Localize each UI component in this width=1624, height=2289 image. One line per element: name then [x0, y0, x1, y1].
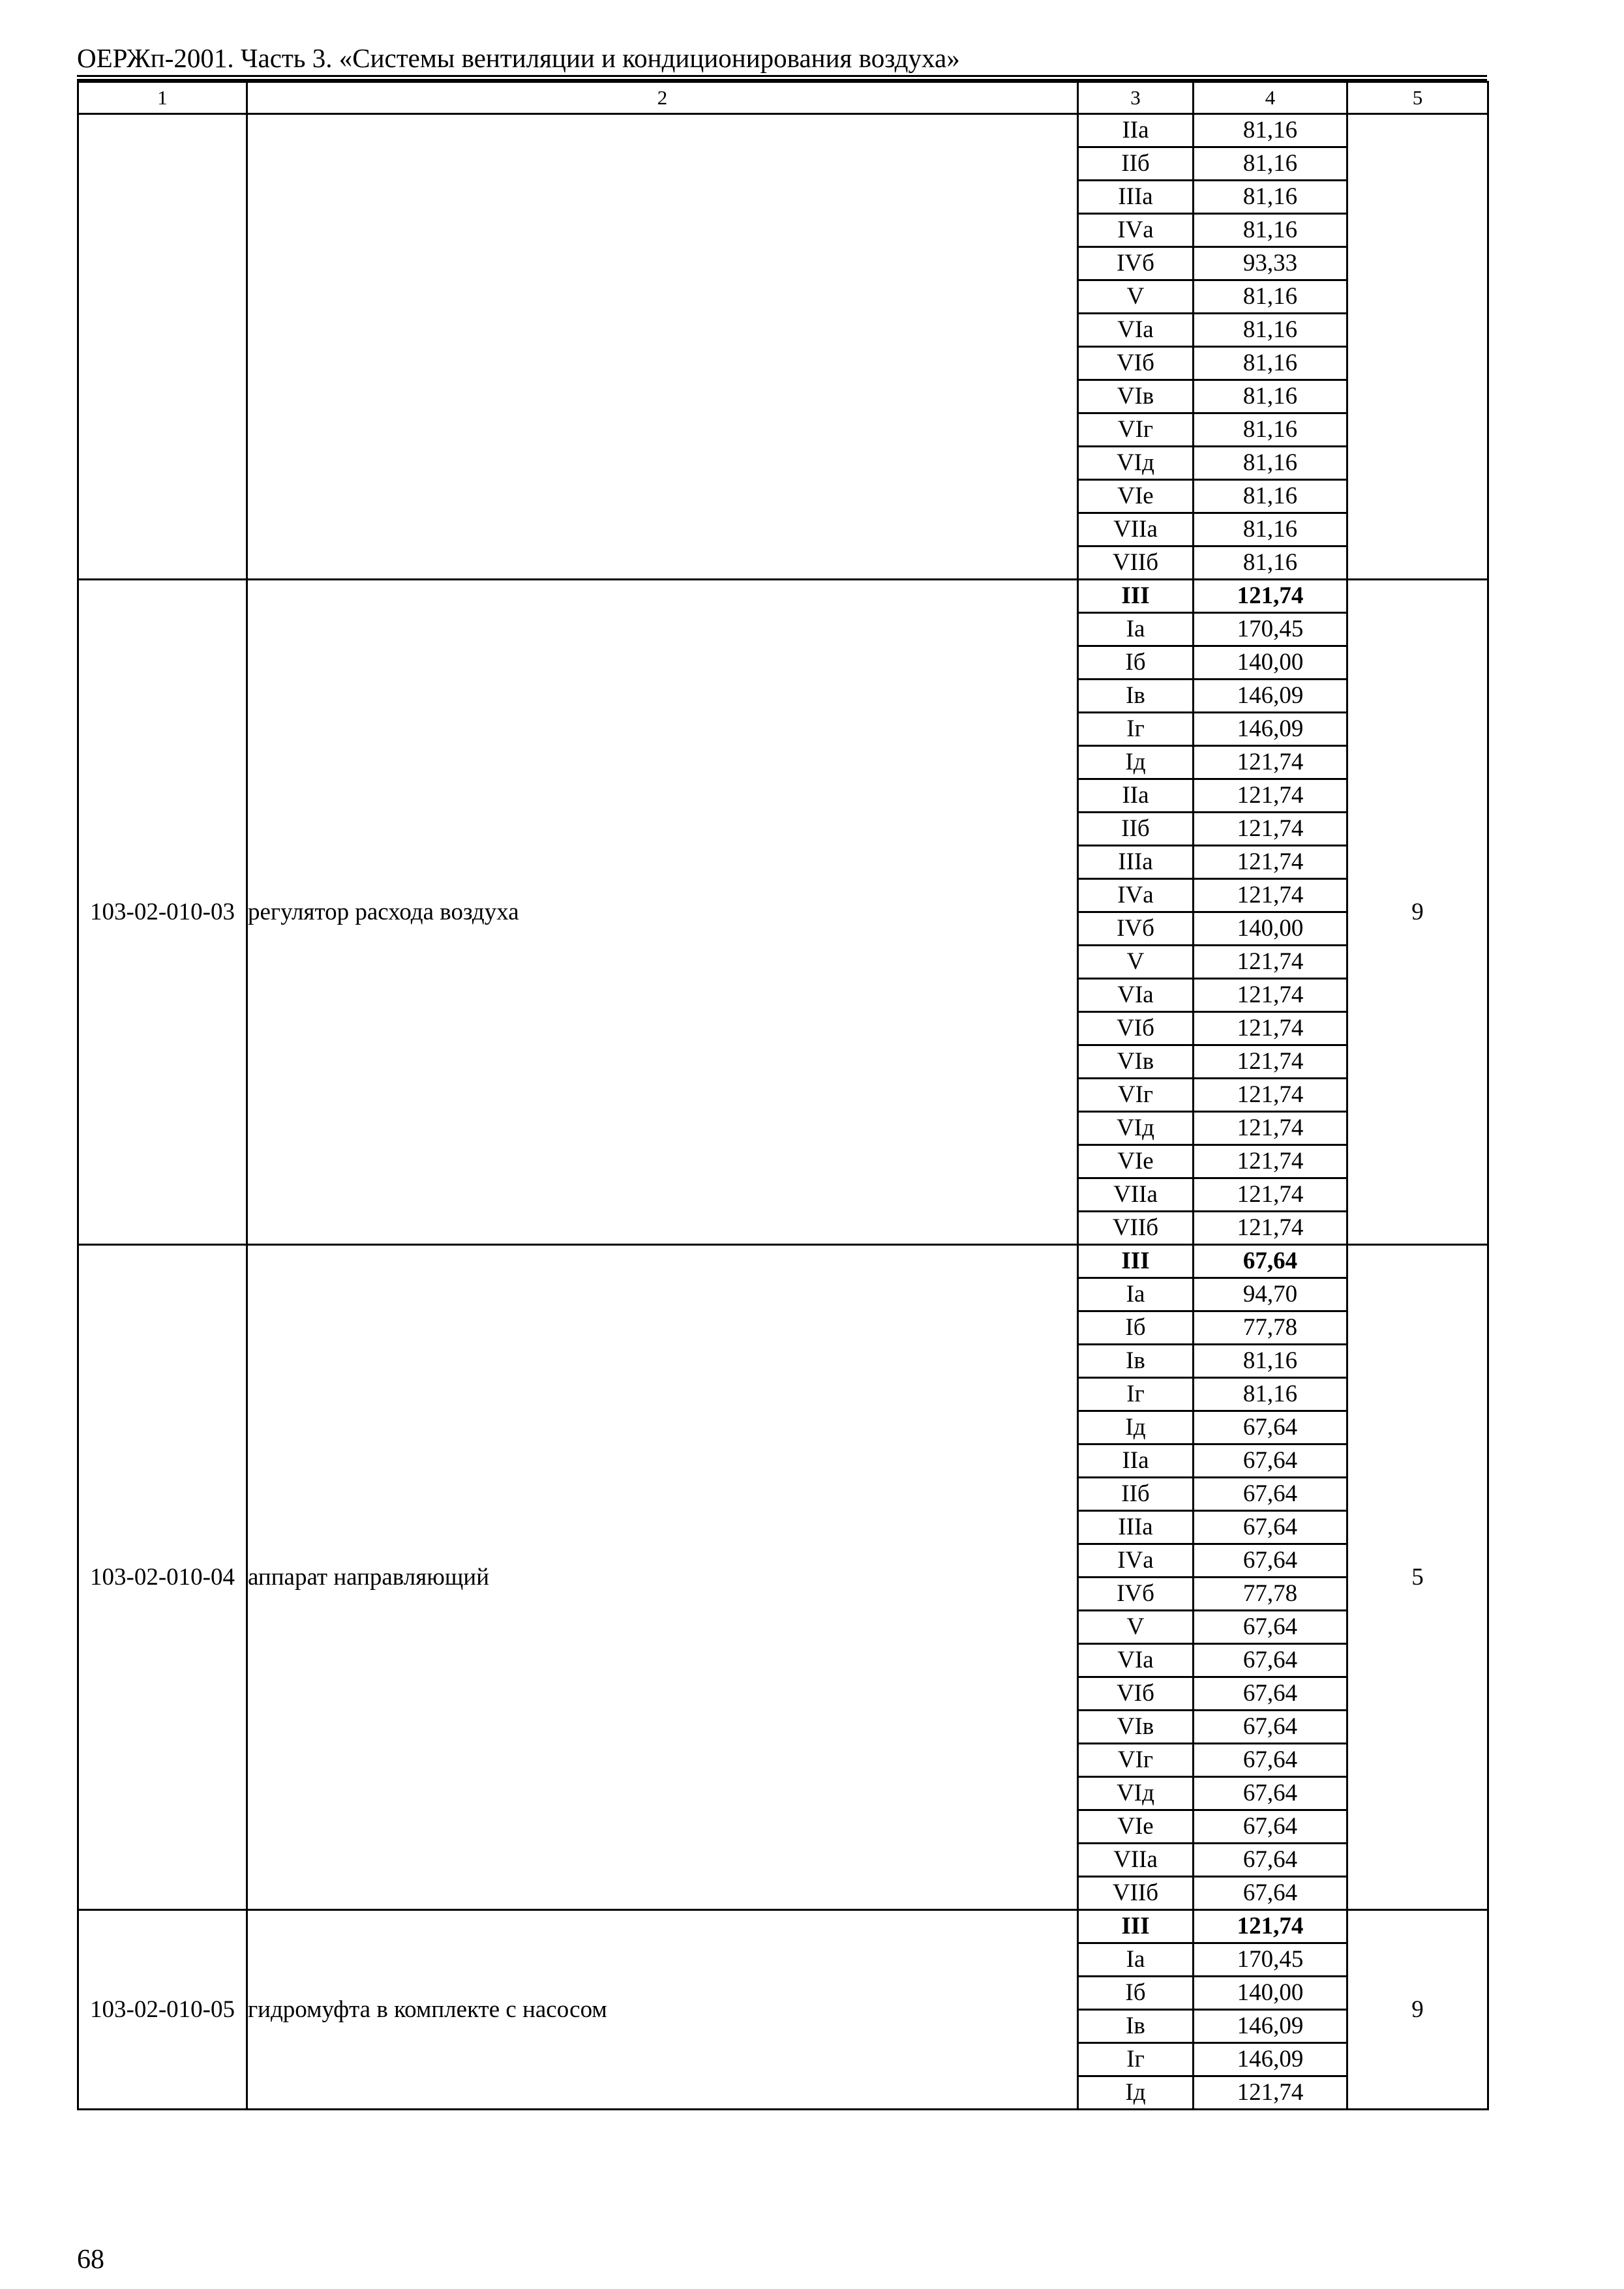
- rate-value-cell: 67,64: [1194, 1644, 1347, 1677]
- zone-class-cell: V: [1078, 946, 1194, 979]
- rate-value-cell: 121,74: [1194, 2076, 1347, 2110]
- zone-class-cell: IVб: [1078, 247, 1194, 280]
- rate-value-cell: 77,78: [1194, 1311, 1347, 1345]
- zone-class-cell: V: [1078, 1611, 1194, 1644]
- page-number: 68: [77, 2245, 104, 2275]
- column-5-cell: 5: [1347, 1245, 1488, 1910]
- rate-value-cell: 67,64: [1194, 1810, 1347, 1844]
- rate-value-cell: 121,74: [1194, 979, 1347, 1012]
- rate-value-cell: 121,74: [1194, 1079, 1347, 1112]
- zone-class-cell: VIд: [1078, 1777, 1194, 1810]
- zone-class-cell: III: [1078, 1245, 1194, 1278]
- rate-description-cell: [247, 114, 1078, 580]
- rate-value-cell: 81,16: [1194, 314, 1347, 347]
- rate-value-cell: 81,16: [1194, 413, 1347, 447]
- rate-value-cell: 121,74: [1194, 1045, 1347, 1079]
- zone-class-cell: VIд: [1078, 447, 1194, 480]
- rate-value-cell: 121,74: [1194, 846, 1347, 879]
- zone-class-cell: IIа: [1078, 114, 1194, 147]
- rate-value-cell: 121,74: [1194, 1212, 1347, 1245]
- zone-class-cell: IIа: [1078, 779, 1194, 813]
- rate-value-cell: 121,74: [1194, 1145, 1347, 1178]
- column-5-cell: 9: [1347, 580, 1488, 1245]
- document-header: ОЕРЖп-2001. Часть 3. «Системы вентиляции и кондиционирования воздуха»: [77, 43, 960, 73]
- zone-class-cell: Iб: [1078, 1311, 1194, 1345]
- zone-class-cell: IIб: [1078, 1478, 1194, 1511]
- zone-class-cell: VIIб: [1078, 546, 1194, 580]
- zone-class-cell: IVб: [1078, 912, 1194, 946]
- zone-class-cell: Iв: [1078, 680, 1194, 713]
- rate-value-cell: 67,64: [1194, 1844, 1347, 1877]
- rate-value-cell: 94,70: [1194, 1278, 1347, 1311]
- zone-class-cell: IVа: [1078, 214, 1194, 247]
- rate-value-cell: 67,64: [1194, 1245, 1347, 1278]
- rate-description-cell: регулятор расхода воздуха: [247, 580, 1078, 1245]
- rate-value-cell: 81,16: [1194, 181, 1347, 214]
- rate-code-cell: 103-02-010-05: [78, 1910, 247, 2110]
- rate-value-cell: 81,16: [1194, 513, 1347, 546]
- zone-class-cell: Iв: [1078, 2010, 1194, 2043]
- rate-value-cell: 121,74: [1194, 1112, 1347, 1145]
- zone-class-cell: Iа: [1078, 613, 1194, 646]
- table-body: [78, 114, 1488, 2110]
- zone-class-cell: Iг: [1078, 1378, 1194, 1411]
- rate-value-cell: 81,16: [1194, 347, 1347, 380]
- zone-class-cell: VIIа: [1078, 513, 1194, 546]
- rate-value-cell: 67,64: [1194, 1611, 1347, 1644]
- zone-class-cell: III: [1078, 1910, 1194, 1943]
- zone-class-cell: III: [1078, 580, 1194, 613]
- rate-value-cell: 67,64: [1194, 1511, 1347, 1544]
- zone-class-cell: Iа: [1078, 1278, 1194, 1311]
- table-header: [78, 82, 1488, 114]
- zone-class-cell: IIб: [1078, 813, 1194, 846]
- rate-value-cell: 121,74: [1194, 779, 1347, 813]
- table-row: [78, 1245, 1488, 1278]
- column-header: 2: [247, 82, 1078, 114]
- zone-class-cell: Iв: [1078, 1345, 1194, 1378]
- zone-class-cell: VIе: [1078, 1810, 1194, 1844]
- column-number-row: [78, 82, 1488, 114]
- rate-value-cell: 140,00: [1194, 646, 1347, 680]
- zone-class-cell: IVа: [1078, 1544, 1194, 1578]
- rate-value-cell: 121,74: [1194, 1012, 1347, 1045]
- rate-value-cell: 146,09: [1194, 2010, 1347, 2043]
- rate-value-cell: 81,16: [1194, 447, 1347, 480]
- column-header: 4: [1194, 82, 1347, 114]
- rate-value-cell: 67,64: [1194, 1777, 1347, 1810]
- zone-class-cell: IIб: [1078, 147, 1194, 181]
- zone-class-cell: VIг: [1078, 1744, 1194, 1777]
- rate-value-cell: 146,09: [1194, 680, 1347, 713]
- rate-value-cell: 67,64: [1194, 1877, 1347, 1910]
- rate-value-cell: 121,74: [1194, 1178, 1347, 1212]
- table-row: [78, 580, 1488, 613]
- rate-value-cell: 121,74: [1194, 879, 1347, 912]
- table-row: [78, 1910, 1488, 1943]
- zone-class-cell: VIд: [1078, 1112, 1194, 1145]
- zone-class-cell: VIIб: [1078, 1212, 1194, 1245]
- rate-value-cell: 121,74: [1194, 746, 1347, 779]
- rate-description-cell: гидромуфта в комплекте с насосом: [247, 1910, 1078, 2110]
- zone-class-cell: VIб: [1078, 347, 1194, 380]
- column-header: 1: [78, 82, 247, 114]
- rate-code-cell: [78, 114, 247, 580]
- column-5-cell: 9: [1347, 1910, 1488, 2110]
- table-row: [78, 114, 1488, 147]
- zone-class-cell: IVб: [1078, 1578, 1194, 1611]
- rate-value-cell: 67,64: [1194, 1677, 1347, 1711]
- zone-class-cell: IIIа: [1078, 181, 1194, 214]
- rate-value-cell: 121,74: [1194, 580, 1347, 613]
- rate-value-cell: 67,64: [1194, 1744, 1347, 1777]
- zone-class-cell: VIг: [1078, 413, 1194, 447]
- zone-class-cell: Iг: [1078, 2043, 1194, 2076]
- rate-value-cell: 81,16: [1194, 214, 1347, 247]
- rate-value-cell: 67,64: [1194, 1544, 1347, 1578]
- rate-value-cell: 67,64: [1194, 1711, 1347, 1744]
- zone-class-cell: Iа: [1078, 1943, 1194, 1977]
- header-double-rule: [77, 75, 1487, 81]
- rate-value-cell: 81,16: [1194, 546, 1347, 580]
- rate-value-cell: 67,64: [1194, 1444, 1347, 1478]
- zone-class-cell: VIв: [1078, 380, 1194, 413]
- rate-value-cell: 81,16: [1194, 480, 1347, 513]
- rate-value-cell: 146,09: [1194, 2043, 1347, 2076]
- rate-value-cell: 81,16: [1194, 1345, 1347, 1378]
- zone-class-cell: Iд: [1078, 746, 1194, 779]
- zone-class-cell: Iд: [1078, 1411, 1194, 1444]
- zone-class-cell: IIа: [1078, 1444, 1194, 1478]
- zone-class-cell: VIIа: [1078, 1178, 1194, 1212]
- zone-class-cell: VIб: [1078, 1012, 1194, 1045]
- column-5-cell: [1347, 114, 1488, 580]
- zone-class-cell: Iб: [1078, 646, 1194, 680]
- rate-value-cell: 67,64: [1194, 1411, 1347, 1444]
- rate-value-cell: 81,16: [1194, 147, 1347, 181]
- zone-class-cell: VIа: [1078, 1644, 1194, 1677]
- rate-value-cell: 93,33: [1194, 247, 1347, 280]
- rate-code-cell: 103-02-010-03: [78, 580, 247, 1245]
- zone-class-cell: VIб: [1078, 1677, 1194, 1711]
- rate-value-cell: 77,78: [1194, 1578, 1347, 1611]
- rate-description-cell: аппарат направляющий: [247, 1245, 1078, 1910]
- zone-class-cell: VIв: [1078, 1045, 1194, 1079]
- rate-value-cell: 121,74: [1194, 1910, 1347, 1943]
- rate-value-cell: 81,16: [1194, 280, 1347, 314]
- rate-value-cell: 170,45: [1194, 613, 1347, 646]
- zone-class-cell: VIIб: [1078, 1877, 1194, 1910]
- zone-class-cell: V: [1078, 280, 1194, 314]
- rate-value-cell: 121,74: [1194, 946, 1347, 979]
- zone-class-cell: VIIа: [1078, 1844, 1194, 1877]
- zone-class-cell: VIе: [1078, 1145, 1194, 1178]
- rate-value-cell: 81,16: [1194, 114, 1347, 147]
- rate-value-cell: 140,00: [1194, 1977, 1347, 2010]
- rate-value-cell: 81,16: [1194, 380, 1347, 413]
- zone-class-cell: Iб: [1078, 1977, 1194, 2010]
- rate-code-cell: 103-02-010-04: [78, 1245, 247, 1910]
- zone-class-cell: IIIа: [1078, 846, 1194, 879]
- rate-value-cell: 67,64: [1194, 1478, 1347, 1511]
- zone-class-cell: IVа: [1078, 879, 1194, 912]
- rate-value-cell: 121,74: [1194, 813, 1347, 846]
- zone-class-cell: Iд: [1078, 2076, 1194, 2110]
- zone-class-cell: VIа: [1078, 979, 1194, 1012]
- rate-value-cell: 146,09: [1194, 713, 1347, 746]
- column-header: 3: [1078, 82, 1194, 114]
- rate-value-cell: 170,45: [1194, 1943, 1347, 1977]
- zone-class-cell: Iг: [1078, 713, 1194, 746]
- zone-class-cell: VIг: [1078, 1079, 1194, 1112]
- zone-class-cell: VIв: [1078, 1711, 1194, 1744]
- zone-class-cell: VIе: [1078, 480, 1194, 513]
- zone-class-cell: VIа: [1078, 314, 1194, 347]
- rate-value-cell: 140,00: [1194, 912, 1347, 946]
- rate-value-cell: 81,16: [1194, 1378, 1347, 1411]
- zone-class-cell: IIIа: [1078, 1511, 1194, 1544]
- rates-table: [77, 81, 1489, 2110]
- column-header: 5: [1347, 82, 1488, 114]
